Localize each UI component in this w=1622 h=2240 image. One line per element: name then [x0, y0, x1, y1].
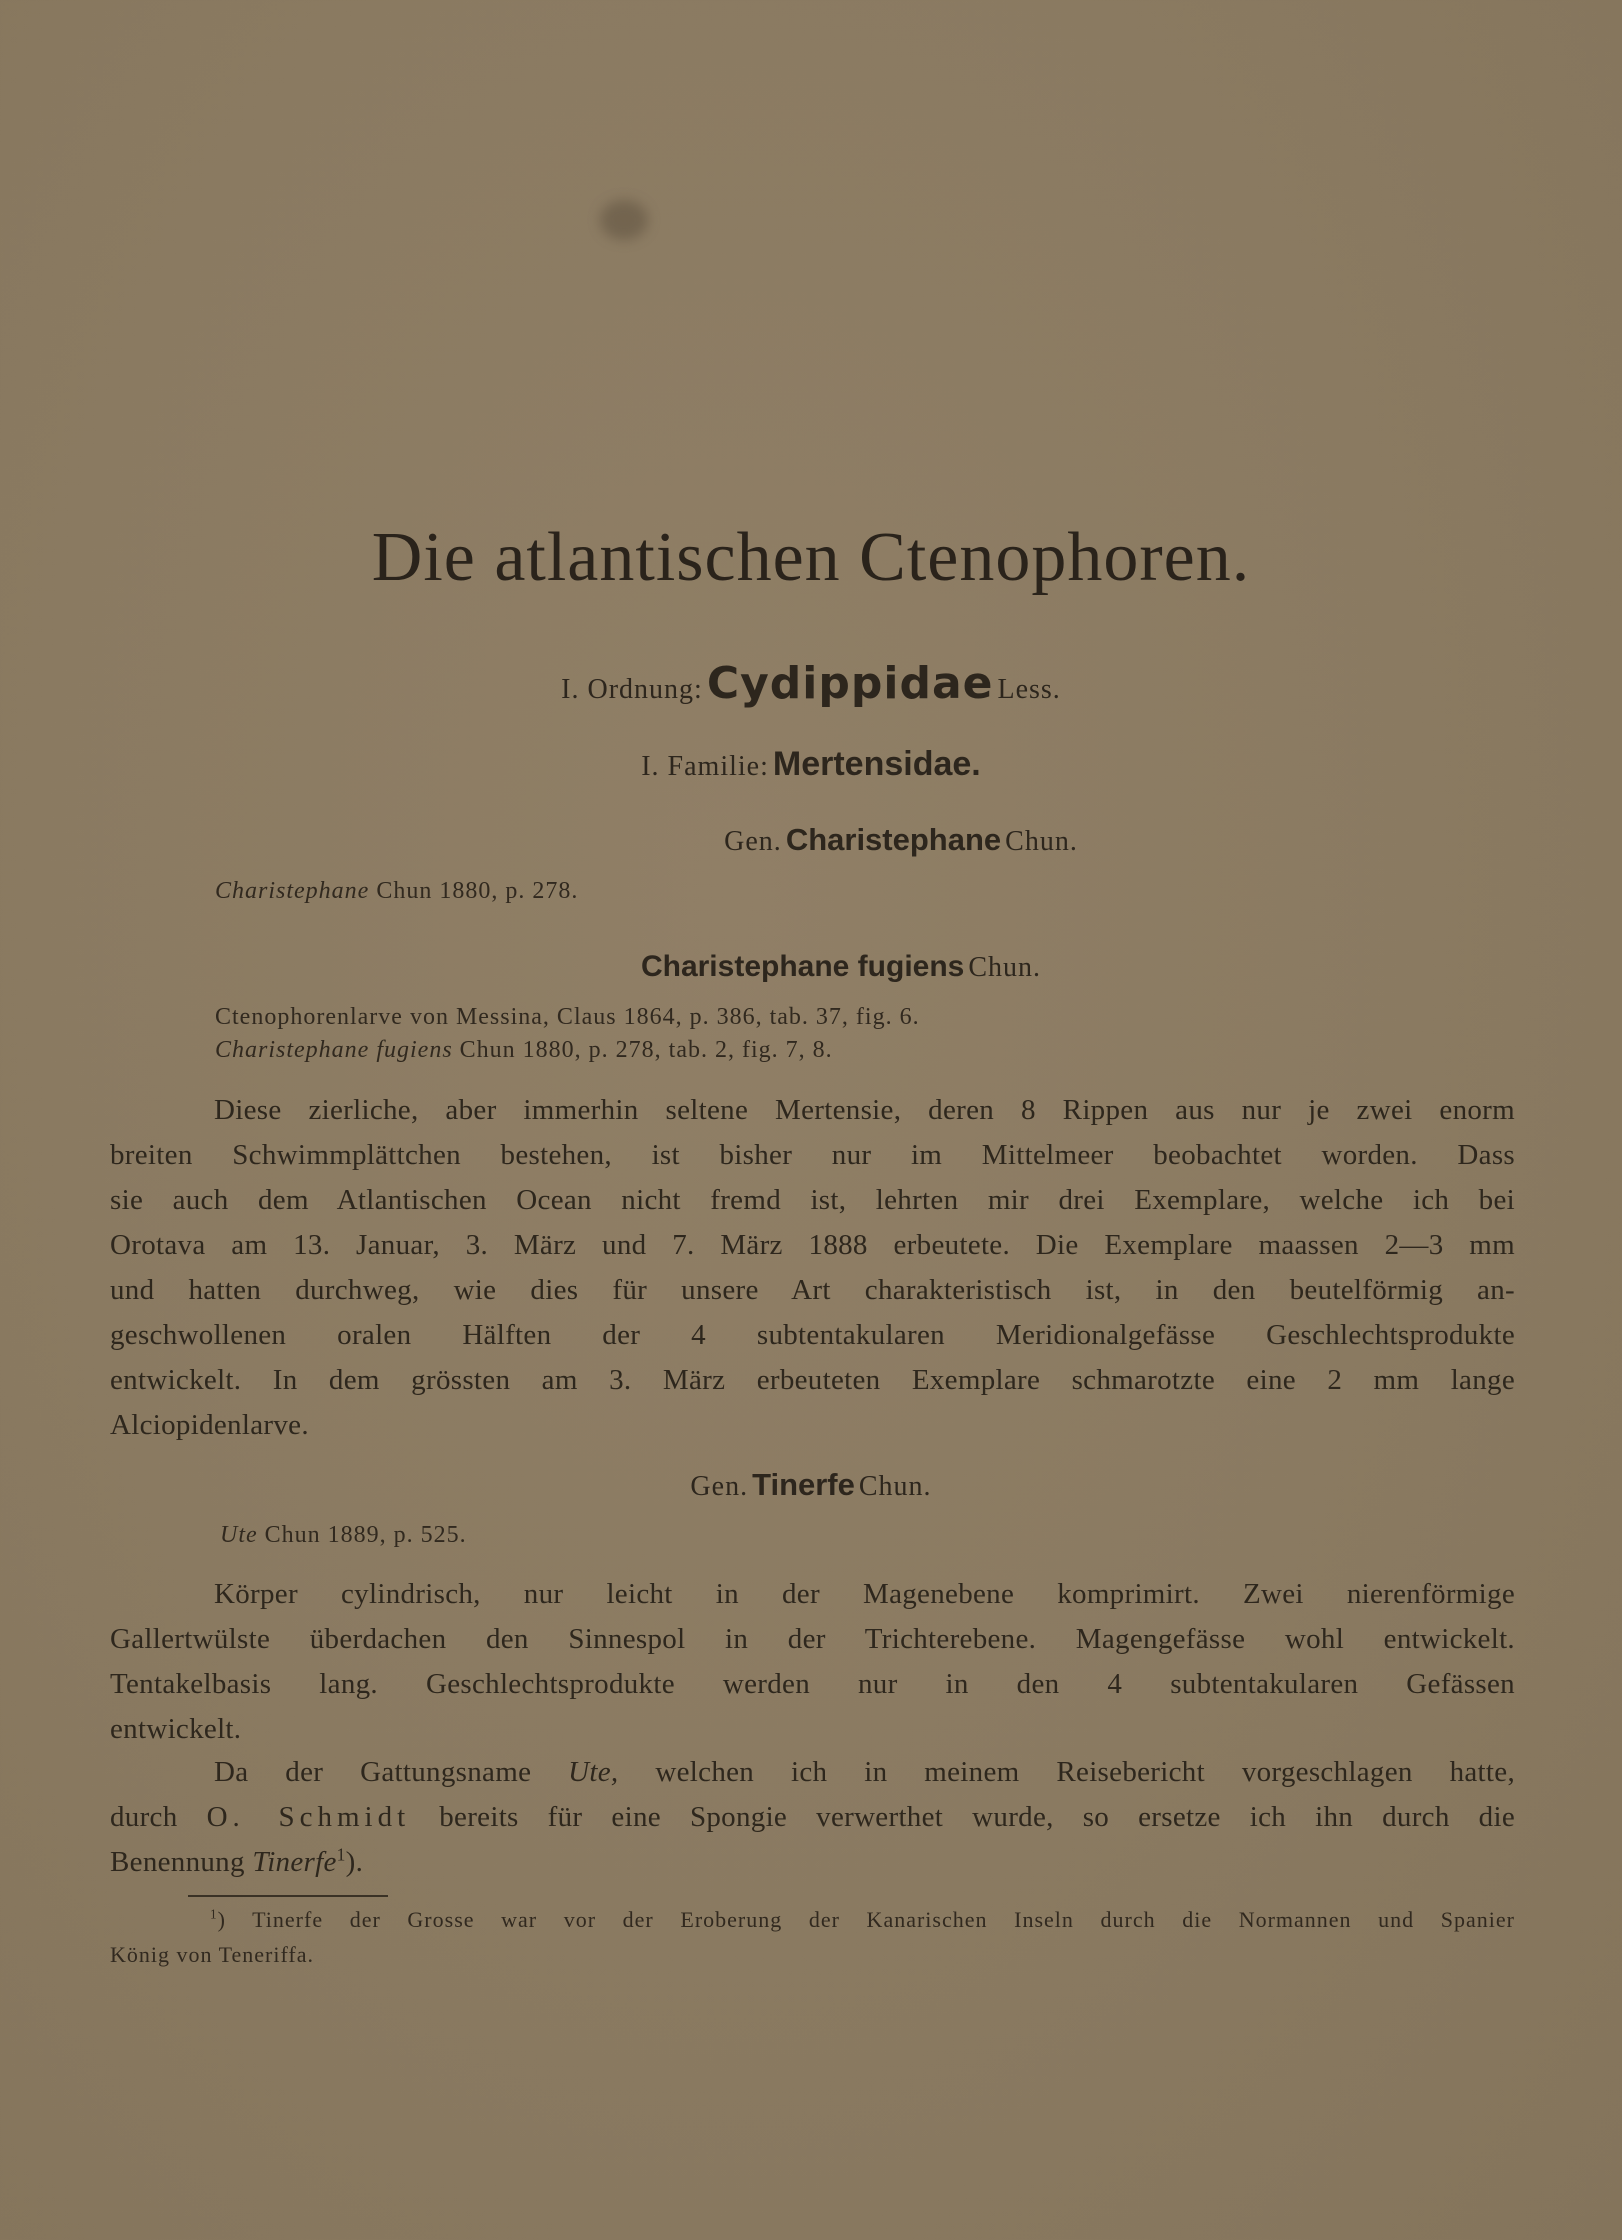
text-line: Tentakelbasis lang. Geschlechtsprodukte werden nur in den 4 subtentakularen Gefässen [110, 1668, 1515, 1700]
family-prefix: I. Familie: [641, 751, 769, 782]
italic-term: Ute, [568, 1756, 619, 1788]
footnote-line: $^1$) Tinerfe der Grosse war vor der Eroberung der Kanarischen Inseln durch die Normannen und Spanier [210, 1906, 1515, 1932]
species-ref-text: Chun 1880, p. 278, tab. 2, fig. 7, 8. [459, 1037, 833, 1063]
footnote-marker: 1 [210, 1906, 218, 1922]
paragraph-charistephane [110, 1088, 1515, 1448]
family-heading [0, 745, 1622, 784]
genus-heading-tinerfe [0, 1467, 1622, 1503]
order-author: Less. [997, 674, 1061, 705]
paragraph-tinerfe-description [110, 1572, 1515, 1752]
paragraph-tinerfe-naming [110, 1750, 1515, 1885]
order-heading [0, 658, 1622, 709]
text-line: Alciopidenlarve. [110, 1409, 309, 1441]
species-reference-1 [215, 1004, 920, 1031]
footnote [110, 1902, 1515, 1972]
genus-ref-text: Chun 1880, p. 278. [376, 878, 579, 904]
tinerfe-reference [220, 1522, 467, 1549]
text-line: breiten Schwimmplättchen bestehen, ist bisher nur im Mittelmeer beobachtet worden. Dass [110, 1139, 1515, 1171]
text-line: Körper cylindrisch, nur leicht in der Magenebene komprimirt. Zwei nierenförmige [214, 1578, 1515, 1610]
genus-heading-charistephane [90, 822, 1622, 858]
stain-mark [600, 200, 648, 240]
text-line: Da der Gattungsname Ute, welchen ich in meinem Reisebericht vorgeschlagen hatte, [214, 1756, 1515, 1788]
text-line: Benennung Tinerfe$^1$). [110, 1844, 364, 1878]
text-line: Diese zierliche, aber immerhin seltene Mertensie, deren 8 Rippen aus nur je zwei enorm [214, 1094, 1515, 1126]
genus-name: Charistephane [785, 822, 1002, 857]
species-reference-2 [215, 1037, 833, 1064]
genus-prefix: Gen. [690, 1471, 749, 1502]
footnote-line: König von Teneriffa. [110, 1942, 314, 1967]
species-heading [30, 950, 1622, 984]
order-prefix: I. Ordnung: [561, 674, 703, 705]
text-line: sie auch dem Atlantischen Ocean nicht fremd ist, lehrten mir drei Exemplare, welche ich bei [110, 1184, 1515, 1216]
footnote-ref: 1 [336, 1844, 346, 1865]
text-line: geschwollenen oralen Hälften der 4 subtentakularen Meridionalgefässe Geschlechtsprodukte [110, 1319, 1515, 1351]
italic-term: Tinerfe [252, 1846, 337, 1878]
text-line: und hatten durchweg, wie dies für unsere Art charakteristisch ist, in den beutelförmig an- [110, 1274, 1515, 1306]
page-title: Die atlantischen Ctenophoren. [371, 519, 1251, 596]
genus-ref-name: Ute [220, 1522, 258, 1548]
species-author: Chun. [968, 952, 1042, 983]
text-line: durch O. Schmidt bereits für eine Spongie verwerthet wurde, so ersetze ich ihn durch die [110, 1801, 1515, 1833]
text-line: Orotava am 13. Januar, 3. März und 7. März 1888 erbeutete. Die Exemplare maassen 2—3 mm [110, 1229, 1515, 1261]
genus-ref-text: Chun 1889, p. 525. [264, 1522, 467, 1548]
author-spaced: O. Schmidt [206, 1801, 411, 1833]
species-ref-text: Ctenophorenlarve von Messina, Claus 1864, p. 386, tab. 37, fig. 6. [215, 1004, 920, 1030]
species-ref-name: Charistephane fugiens [215, 1037, 453, 1063]
genus-author: Chun. [858, 1471, 932, 1502]
genus-prefix: Gen. [724, 826, 782, 857]
text-line: Gallertwülste überdachen den Sinnespol in der Trichterebene. Magengefässe wohl entwickelt. [110, 1623, 1515, 1655]
order-name: Cydippidae [706, 658, 994, 709]
text-line: entwickelt. In dem grössten am 3. März erbeuteten Exemplare schmarotzte eine 2 mm lange [110, 1364, 1515, 1396]
genus-ref-name: Charistephane [215, 878, 370, 904]
footnote-divider [188, 1895, 388, 1897]
species-name: Charistephane fugiens [640, 950, 965, 983]
family-name: Mertensidae. [772, 745, 981, 783]
genus-name: Tinerfe [752, 1467, 855, 1502]
genus-reference [215, 878, 578, 905]
genus-author: Chun. [1005, 826, 1078, 857]
text-line: entwickelt. [110, 1713, 242, 1745]
